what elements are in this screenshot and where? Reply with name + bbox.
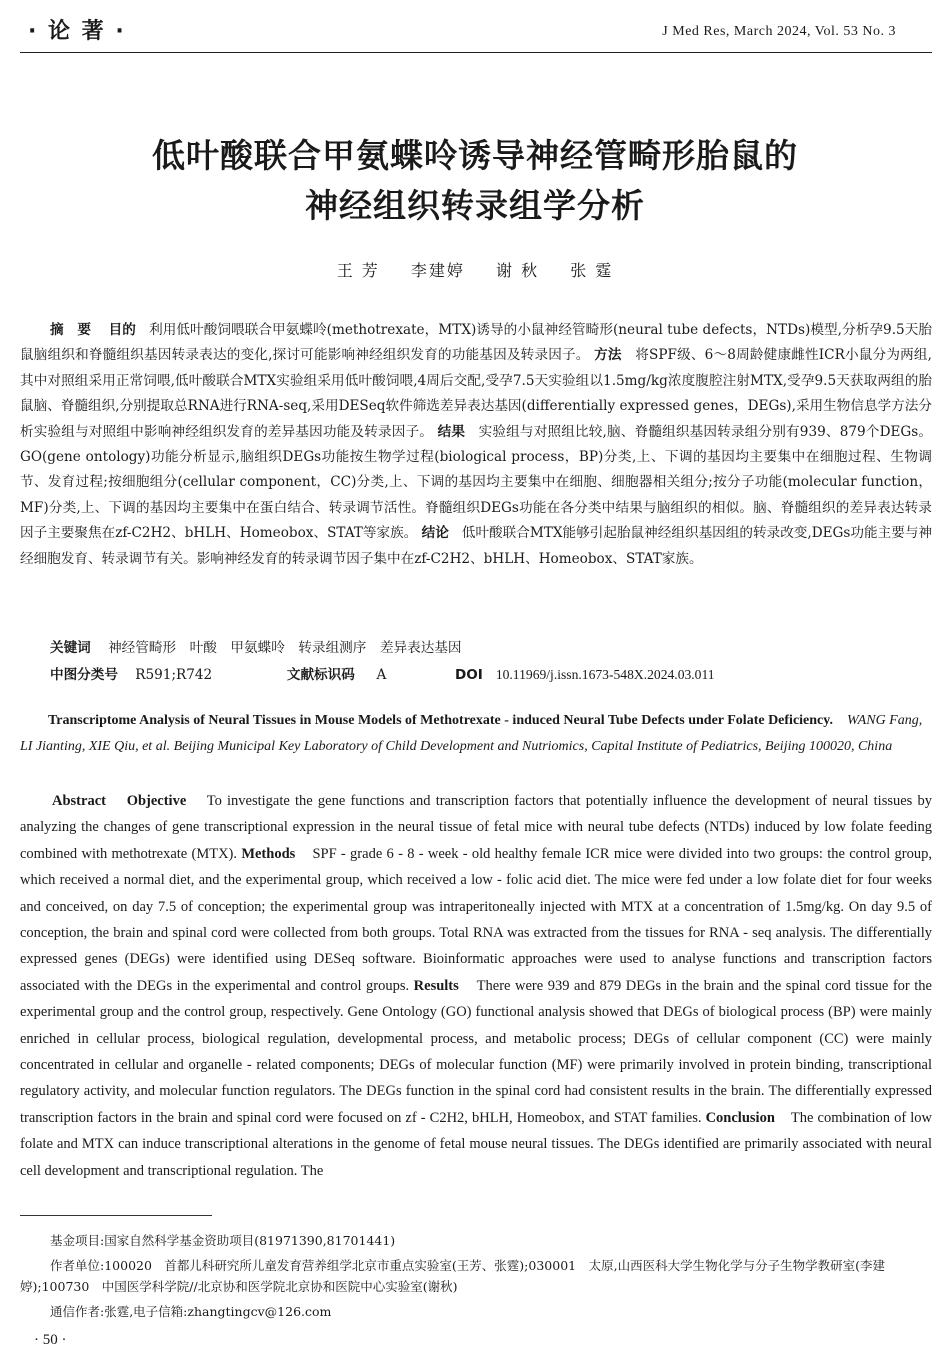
- english-title: Transcriptome Analysis of Neural Tissues in Mouse Models of Methotrexate - induced Neural Tube Defects under Folate Deficiency.: [48, 713, 833, 728]
- clc-label: 中图分类号: [50, 667, 118, 683]
- classification-row: [50, 663, 930, 683]
- en-objective-text: To investigate the gene functions and transcription factors that potentially influence the development of neural tissues by analyzing the changes of gene transcriptional expression in the neural tissue of fetal mice with neural tube defects (NTDs) induced by low folate feeding combined with methotrexate (MTX).: [20, 793, 932, 862]
- author: 王 芳: [336, 261, 380, 280]
- header-divider: [20, 52, 932, 53]
- keywords-text: 神经管畸形 叶酸 甲氨蝶呤 转录组测序 差异表达基因: [108, 640, 462, 656]
- methods-text: 将SPF级、6～8周龄健康雌性ICR小鼠分为两组,其中对照组采用正常饲喂,低叶酸联合MTX实验组采用低叶酸饲喂,4周后交配,受孕7.5天实验组以1.5mg/kg浓度腹腔注射MTX,受孕9.5天获取两组的胎鼠脑、脊髓组织,分别提取总RNA进行RNA-seq,采用DESeq软件筛选差异表达基因(differentially expressed genes，DEGs),采用生物信息学方法分析实验组与对照组中影响神经组织发育的差异基因功能及转录因子。: [20, 347, 933, 440]
- en-methods-label: Methods: [241, 845, 296, 862]
- footnote-funding: 基金项目:国家自然科学基金资助项目(81971390,81701441): [50, 1233, 396, 1248]
- objective-text: 利用低叶酸饲喂联合甲氨蝶呤(methotrexate，MTX)诱导的小鼠神经管畸形(neural tube defects，NTDs)模型,分析孕9.5天胎鼠脑组织和脊髓组织基因转录表达的变化,探讨可能影响神经组织发育的功能基因及转录因子。: [20, 322, 932, 364]
- en-conclusion-label: Conclusion: [705, 1109, 775, 1126]
- en-methods-text: SPF - grade 6 - 8 - week - old healthy female ICR mice were divided into two groups: the control group, which received a normal diet, and the experimental group, which received a low - folic acid diet. The mice were fed under a low folate diet for four weeks and conceived, on day 7.5 of conception; the experimental group was intraperitoneally injected with MTX at a concentration of 1.5mg/kg. On day 9.5 of conception, the brain and spinal cord were collected from both groups. Total RNA was extracted from the tissues for RNA - seq analysis. The differentially expressed genes (DEGs) were identified using DESeq software. Bioinformatic approaches were used to analyse functions and transcription factors associated with the DEGs in the experimental and control groups.: [20, 845, 933, 994]
- clc-value: R591;R742: [135, 667, 213, 683]
- en-objective-label: Objective: [126, 793, 187, 809]
- title-line-2: 神经组织转录组学分析: [305, 186, 645, 225]
- author: 李建婷: [410, 261, 465, 280]
- keywords-label: 关键词: [50, 640, 91, 656]
- author-list: [0, 258, 950, 281]
- methods-label: 方法: [594, 347, 622, 364]
- footnote-corresponding: 通信作者:张霆,电子信箱:zhangtingcv@126.com: [50, 1304, 332, 1319]
- english-title-block: [20, 708, 932, 760]
- section-label: · 论 著 ·: [28, 19, 126, 44]
- english-affiliation: WANG Fang, LI Jianting, XIE Qiu, et al. Beijing Municipal Key Laboratory of Child Development and Nutriomics, Capital Institute of Pediatrics, Beijing 100020, China: [20, 713, 923, 754]
- abstract-label: 摘 要: [50, 322, 91, 338]
- objective-label: 目的: [108, 322, 136, 338]
- conclusion-label: 结论: [421, 525, 449, 542]
- conclusion-text: 低叶酸联合MTX能够引起胎鼠神经组织基因组的转录改变,DEGs功能主要与神经细胞发育、转录调节有关。影响神经发育的转录调节因子集中在zf-C2H2、bHLH、Homeobox、STAT家族。: [20, 525, 933, 567]
- page-number: · 50 ·: [34, 1332, 67, 1348]
- en-conclusion-text: The combination of low folate and MTX can induce transcriptional alterations in the genome of fetal mouse neural tissues. The DEGs identified are primarily associated with neural cell development and transcriptional regulation. The: [20, 1109, 932, 1179]
- chinese-abstract: [20, 318, 932, 572]
- journal-citation: J Med Res, March 2024, Vol. 53 No. 3: [662, 24, 896, 39]
- footnote-divider: [20, 1215, 212, 1216]
- footnote-affiliations: 作者单位:100020 首都儿科研究所儿童发育营养组学北京市重点实验室(王芳、张霆);030001 太原,山西医科大学生物化学与分子生物学教研室(李建婷);100730 中国医学科学院//北京协和医学院北京协和医院中心实验室(谢秋): [20, 1258, 885, 1294]
- results-label: 结果: [437, 423, 466, 440]
- doc-code-label: 文献标识码: [286, 667, 355, 683]
- en-results-label: Results: [413, 977, 459, 994]
- en-abstract-label: Abstract: [52, 793, 106, 809]
- doi-label: DOI: [454, 667, 483, 683]
- doi-value: 10.11969/j.issn.1673-548X.2024.03.011: [495, 667, 715, 682]
- results-text: 实验组与对照组比较,脑、脊髓组织基因转录组分别有939、879个DEGs。GO(gene ontology)功能分析显示,脑组织DEGs功能按生物学过程(biological process，BP)分类,上、下调的基因均主要集中在细胞过程、生物调节、发育过程;按细胞组分(cellular component，CC)分类,上、下调的基因均主要集中在细胞、细胞器相关组分;按分子功能(molecular function，MF)分类,上、下调的基因均主要集中在蛋白结合、转录调节活性。脊髓组织DEGs功能在各分类中结果与脑组织的相似。脑、脊髓组织的差异表达转录因子主要聚焦在zf-C2H2、bHLH、Homeobox、STAT等家族。: [20, 423, 933, 542]
- author: 张 霆: [570, 261, 614, 280]
- title-line-1: 低叶酸联合甲氨蝶呤诱导神经管畸形胎鼠的: [152, 136, 798, 175]
- doc-code-value: A: [376, 667, 387, 683]
- english-abstract: [20, 788, 932, 1184]
- author: 谢 秋: [496, 261, 540, 280]
- keywords-row: [50, 636, 462, 656]
- en-results-text: There were 939 and 879 DEGs in the brain and the spinal cord tissue for the experimental group and the control group, respectively. Gene Ontology (GO) functional analysis showed that DEGs of biological process (BP) were mainly enriched in cellular process, biological regulation, developmental process, and metabolic process; DEGs of cellular component (CC) were mainly concentrated in cellular and organelle - related components; DEGs of molecular function (MF) were primarily involved in protein binding, transcriptional regulatory activity, and molecular function regulators. The DEGs function in the spinal cord had consistent results in the brain. The differentially expressed transcription factors in the brain and spinal cord were focused on zf - C2H2, bHLH, Homeobox, and STAT families.: [20, 977, 932, 1126]
